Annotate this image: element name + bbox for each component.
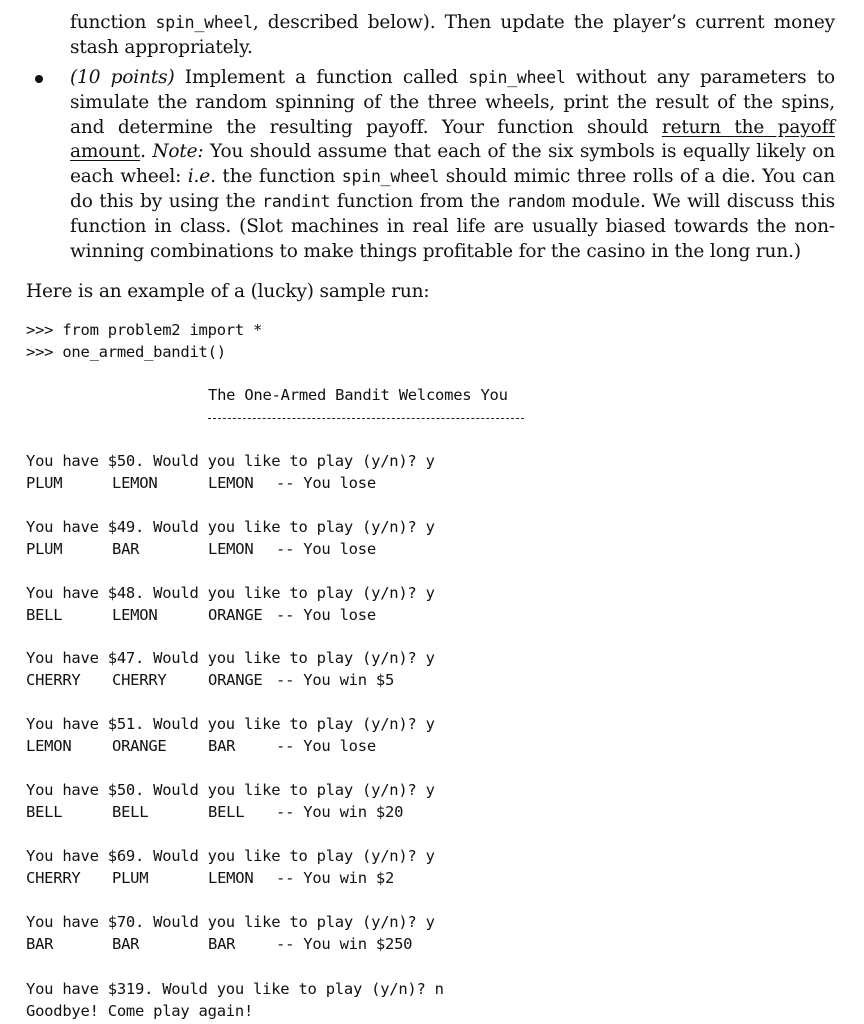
note-label: Note: <box>152 141 204 163</box>
round-result: -- You lose <box>276 539 376 558</box>
wheel-2-symbol: BELL <box>112 803 149 821</box>
bullet-dot <box>35 75 43 83</box>
continuation-text-1: function <box>70 12 156 33</box>
round-prompt: You have $47. Would you like to play (y/n)? y <box>26 649 435 668</box>
wheel-3-symbol: BELL <box>208 803 245 821</box>
round-prompt: You have $50. Would you like to play (y/n)? y <box>26 452 435 470</box>
wheel-3-symbol: ORANGE <box>208 671 263 690</box>
banner-dashed-rule <box>208 418 524 419</box>
wheel-3-symbol: LEMON <box>208 868 254 887</box>
wheel-1-symbol: CHERRY <box>26 671 81 690</box>
round-result: -- You win $5 <box>276 671 395 690</box>
round-prompt: You have $50. Would you like to play (y/n)? y <box>26 781 435 799</box>
console-prompt-import: >>> from problem2 import * <box>26 321 263 339</box>
round-result: -- You lose <box>276 605 376 624</box>
wheel-3-symbol: BAR <box>208 737 236 756</box>
wheel-1-symbol: PLUM <box>26 539 63 558</box>
bullet-text-4: You should assume that each of the six symbols is equally likely on each wheel: <box>70 141 835 188</box>
code-random: random <box>506 191 565 211</box>
wheel-2-symbol: ORANGE <box>112 737 167 756</box>
round-result: -- You win $2 <box>276 868 395 887</box>
round-result: -- You win $20 <box>276 803 404 821</box>
wheel-2-symbol: CHERRY <box>112 671 167 690</box>
final-prompt: You have $319. Would you like to play (y/n)? n <box>26 980 444 998</box>
code-spin-wheel-2: spin_wheel <box>341 167 440 187</box>
wheel-1-symbol: BELL <box>26 605 63 624</box>
round-prompt: You have $49. Would you like to play (y/n)? y <box>26 517 435 536</box>
banner-title: The One-Armed Bandit Welcomes You <box>208 386 508 404</box>
wheel-1-symbol: BELL <box>26 803 63 821</box>
wheel-2-symbol: PLUM <box>112 868 149 887</box>
round-prompt: You have $51. Would you like to play (y/n)? y <box>26 715 435 734</box>
bullet-text-8: module. We will discuss this function in class. (Slot machines in real life are usually biased towards the non-winning combinations to make things profitable for the casino in the long run.) <box>70 190 835 262</box>
wheel-3-symbol: LEMON <box>208 539 254 558</box>
code-spin-wheel-ref: spin_wheel <box>155 13 253 32</box>
bullet-text-2: without any parameters to simulate the random spinning of the three wheels, print the result of the spins, and determine the resulting payoff. Your function should <box>70 67 835 138</box>
round-prompt: You have $48. Would you like to play (y/n)? y <box>26 583 435 602</box>
wheel-2-symbol: BAR <box>112 934 140 953</box>
spin-wheel-bullet-paragraph <box>70 66 835 264</box>
code-spin-wheel: spin_wheel <box>468 68 566 87</box>
continuation-text-2: , described below). Then update the player’s current money stash appropriately. <box>70 12 835 58</box>
bullet-text-7: function from the <box>330 190 507 212</box>
round-result: -- You win $250 <box>276 934 413 953</box>
continuation-paragraph <box>70 11 835 61</box>
round-result: -- You lose <box>276 474 376 492</box>
goodbye-message: Goodbye! Come play again! <box>26 1002 254 1020</box>
wheel-3-symbol: BAR <box>208 934 236 953</box>
bullet-text-3: . <box>140 141 153 163</box>
bullet-text-5: the function <box>215 166 342 188</box>
ie-label: i.e. <box>187 166 216 188</box>
wheel-3-symbol: LEMON <box>208 474 254 492</box>
sample-run-intro: Here is an example of a (lucky) sample run: <box>26 281 430 302</box>
wheel-1-symbol: PLUM <box>26 474 63 492</box>
wheel-1-symbol: LEMON <box>26 737 72 756</box>
code-randint: randint <box>262 191 331 211</box>
wheel-2-symbol: LEMON <box>112 605 158 624</box>
wheel-1-symbol: CHERRY <box>26 868 81 887</box>
underlined-return-payoff: return the payoff amount <box>70 116 835 163</box>
bullet-text-6: should mimic three rolls of a die. You can do this by using the <box>70 166 835 212</box>
round-result: -- You lose <box>276 737 376 756</box>
wheel-3-symbol: ORANGE <box>208 605 263 624</box>
wheel-2-symbol: BAR <box>112 539 140 558</box>
round-prompt: You have $69. Would you like to play (y/n)? y <box>26 846 435 865</box>
wheel-2-symbol: LEMON <box>112 474 158 492</box>
wheel-1-symbol: BAR <box>26 934 54 953</box>
bullet-text-1: Implement a function called <box>174 67 469 88</box>
points-label: (10 points) <box>70 67 175 88</box>
console-prompt-call: >>> one_armed_bandit() <box>26 343 226 361</box>
round-prompt: You have $70. Would you like to play (y/n)? y <box>26 912 435 931</box>
